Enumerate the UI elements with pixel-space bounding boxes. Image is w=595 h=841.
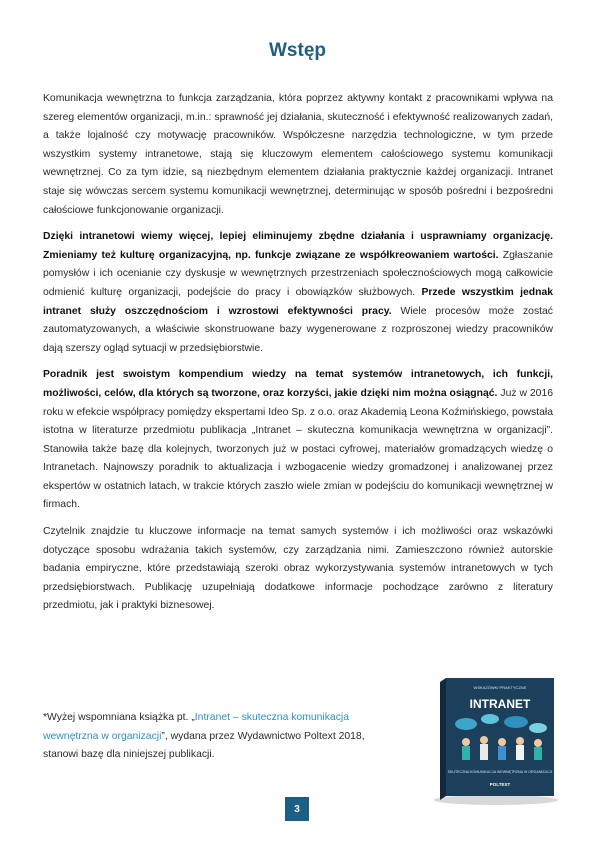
paragraph-3-bold: Poradnik jest swoistym kompendium wiedzy na temat systemów intranetowych, ich funkcji, możliwości, celów, dla których są tworzone, oraz korzyści, jakie dzięki nim można osiągnąć.	[43, 369, 553, 399]
body-text	[43, 90, 553, 624]
paragraph-2-bold: Dzięki intranetowi wiemy więcej, lepiej eliminujemy zbędne działania i usprawniamy organizację. Zmieniamy też kulturę organizacyjną, np. funkcje związane ze współkreowaniem wartości.	[43, 231, 553, 261]
book-cover-image	[418, 672, 568, 807]
page-title: Wstęp	[269, 40, 326, 61]
footnote-prefix: *Wyżej wspomniana książka pt. „	[43, 712, 195, 723]
paragraph-2	[43, 228, 553, 358]
paragraph-4: Czytelnik znajdzie tu kluczowe informacje na temat samych systemów i ich możliwości oraz wskazówki dotyczące sposobu wdrażania takich systemów, czy zarządzania nimi. Zamieszczono również autorskie badania empiryczne, które przedstawiają szeroki obraz wykorzystywania systemów intranetowych w tych przedsiębiorstwach. Publikację uzupełniają dodatkowe informacje pochodzące zarówno z literatury przedmiotu, jak i praktyki biznesowej.	[43, 526, 553, 612]
book-series-label: WSKAZÓWKI PRAKTYCZNE	[473, 685, 527, 690]
paragraph-2-bold-2: Przede wszystkim jednak intranet służy oszczędnościom i wzrostowi efektywności pracy.	[43, 286, 554, 317]
book-subtitle: SKUTECZNA KOMUNIKACJA WEWNĘTRZNA W ORGANIZACJI	[447, 770, 553, 774]
page-number: 3	[285, 797, 309, 821]
paragraph-1: Komunikacja wewnętrzna to funkcja zarządzania, która poprzez aktywny kontakt z pracownikami wpływa na szereg elementów organizacji, m.in.: sprawność jej działania, skuteczność i efektywność realizowanych zadań, a także lojalność czy motywację pracowników. Współczesne narzędzia technologiczne, w tym przede wszystkim systemy intranetowe, stają się kluczowym elementem całościowego systemu komunikacji wewnętrznej. Co za tym idzie, są niezbędnym elementem działania praktycznie każdej organizacji. Intranet staje się wówczas sercem systemu komunikacji wewnętrznej, determinując w sposób pośredni i bezpośredni całościowe funkcjonowanie organizacji.	[43, 93, 553, 216]
footnote	[43, 709, 373, 765]
footnote-book-link[interactable]: Intranet – skuteczna komunikacja wewnętrzna w organizacji	[43, 712, 349, 742]
paragraph-2-text: Zgłaszanie pomysłów i ich ocenianie czy dyskusje w wewnętrznych przestrzeniach społecznościowych mogą całkowicie odmienić kulturę organizacji, podejście do pracy i obowiązków służbowych.	[43, 249, 553, 298]
paragraph-3	[43, 366, 553, 515]
paragraph-3-text: Już w 2016 roku w efekcie współpracy pomiędzy ekspertami Ideo Sp. z o.o. oraz Akademią Leona Koźmińskiego, powstała istotna w literaturze przedmiotu publikacja „Intranet – skuteczna komunikacja wewnętrzna w organizacji”. Stanowiła także bazę dla kolejnych, tworzonych już w postaci cyfrowej, materiałów gromadzących wiedzę o Intranetach. Najnowszy poradnik to aktualizacja i wzbogacenie wiedzy gromadzonej i analizowanej przez ekspertów w ostatnich latach, w trakcie których zaszło wiele zmian w podejściu do komunikacji wewnętrznej w firmach.	[43, 387, 554, 511]
book-publisher-logo: POLTEXT	[489, 782, 511, 787]
book-title: INTRANET	[469, 697, 531, 711]
paragraph-2-text-2: Wiele procesów może zostać zautomatyzowanych, a właściwie skonstruowane bazy wygenerowane z rozproszonej wiedzy pracowników dają szerszy ogląd sytuacji w przedsiębiorstwie.	[43, 305, 554, 354]
footnote-suffix: ”, wydana przez Wydawnictwo Poltext 2018, stanowi bazę dla niniejszej publikacji.	[43, 730, 365, 761]
book-front	[446, 678, 554, 796]
